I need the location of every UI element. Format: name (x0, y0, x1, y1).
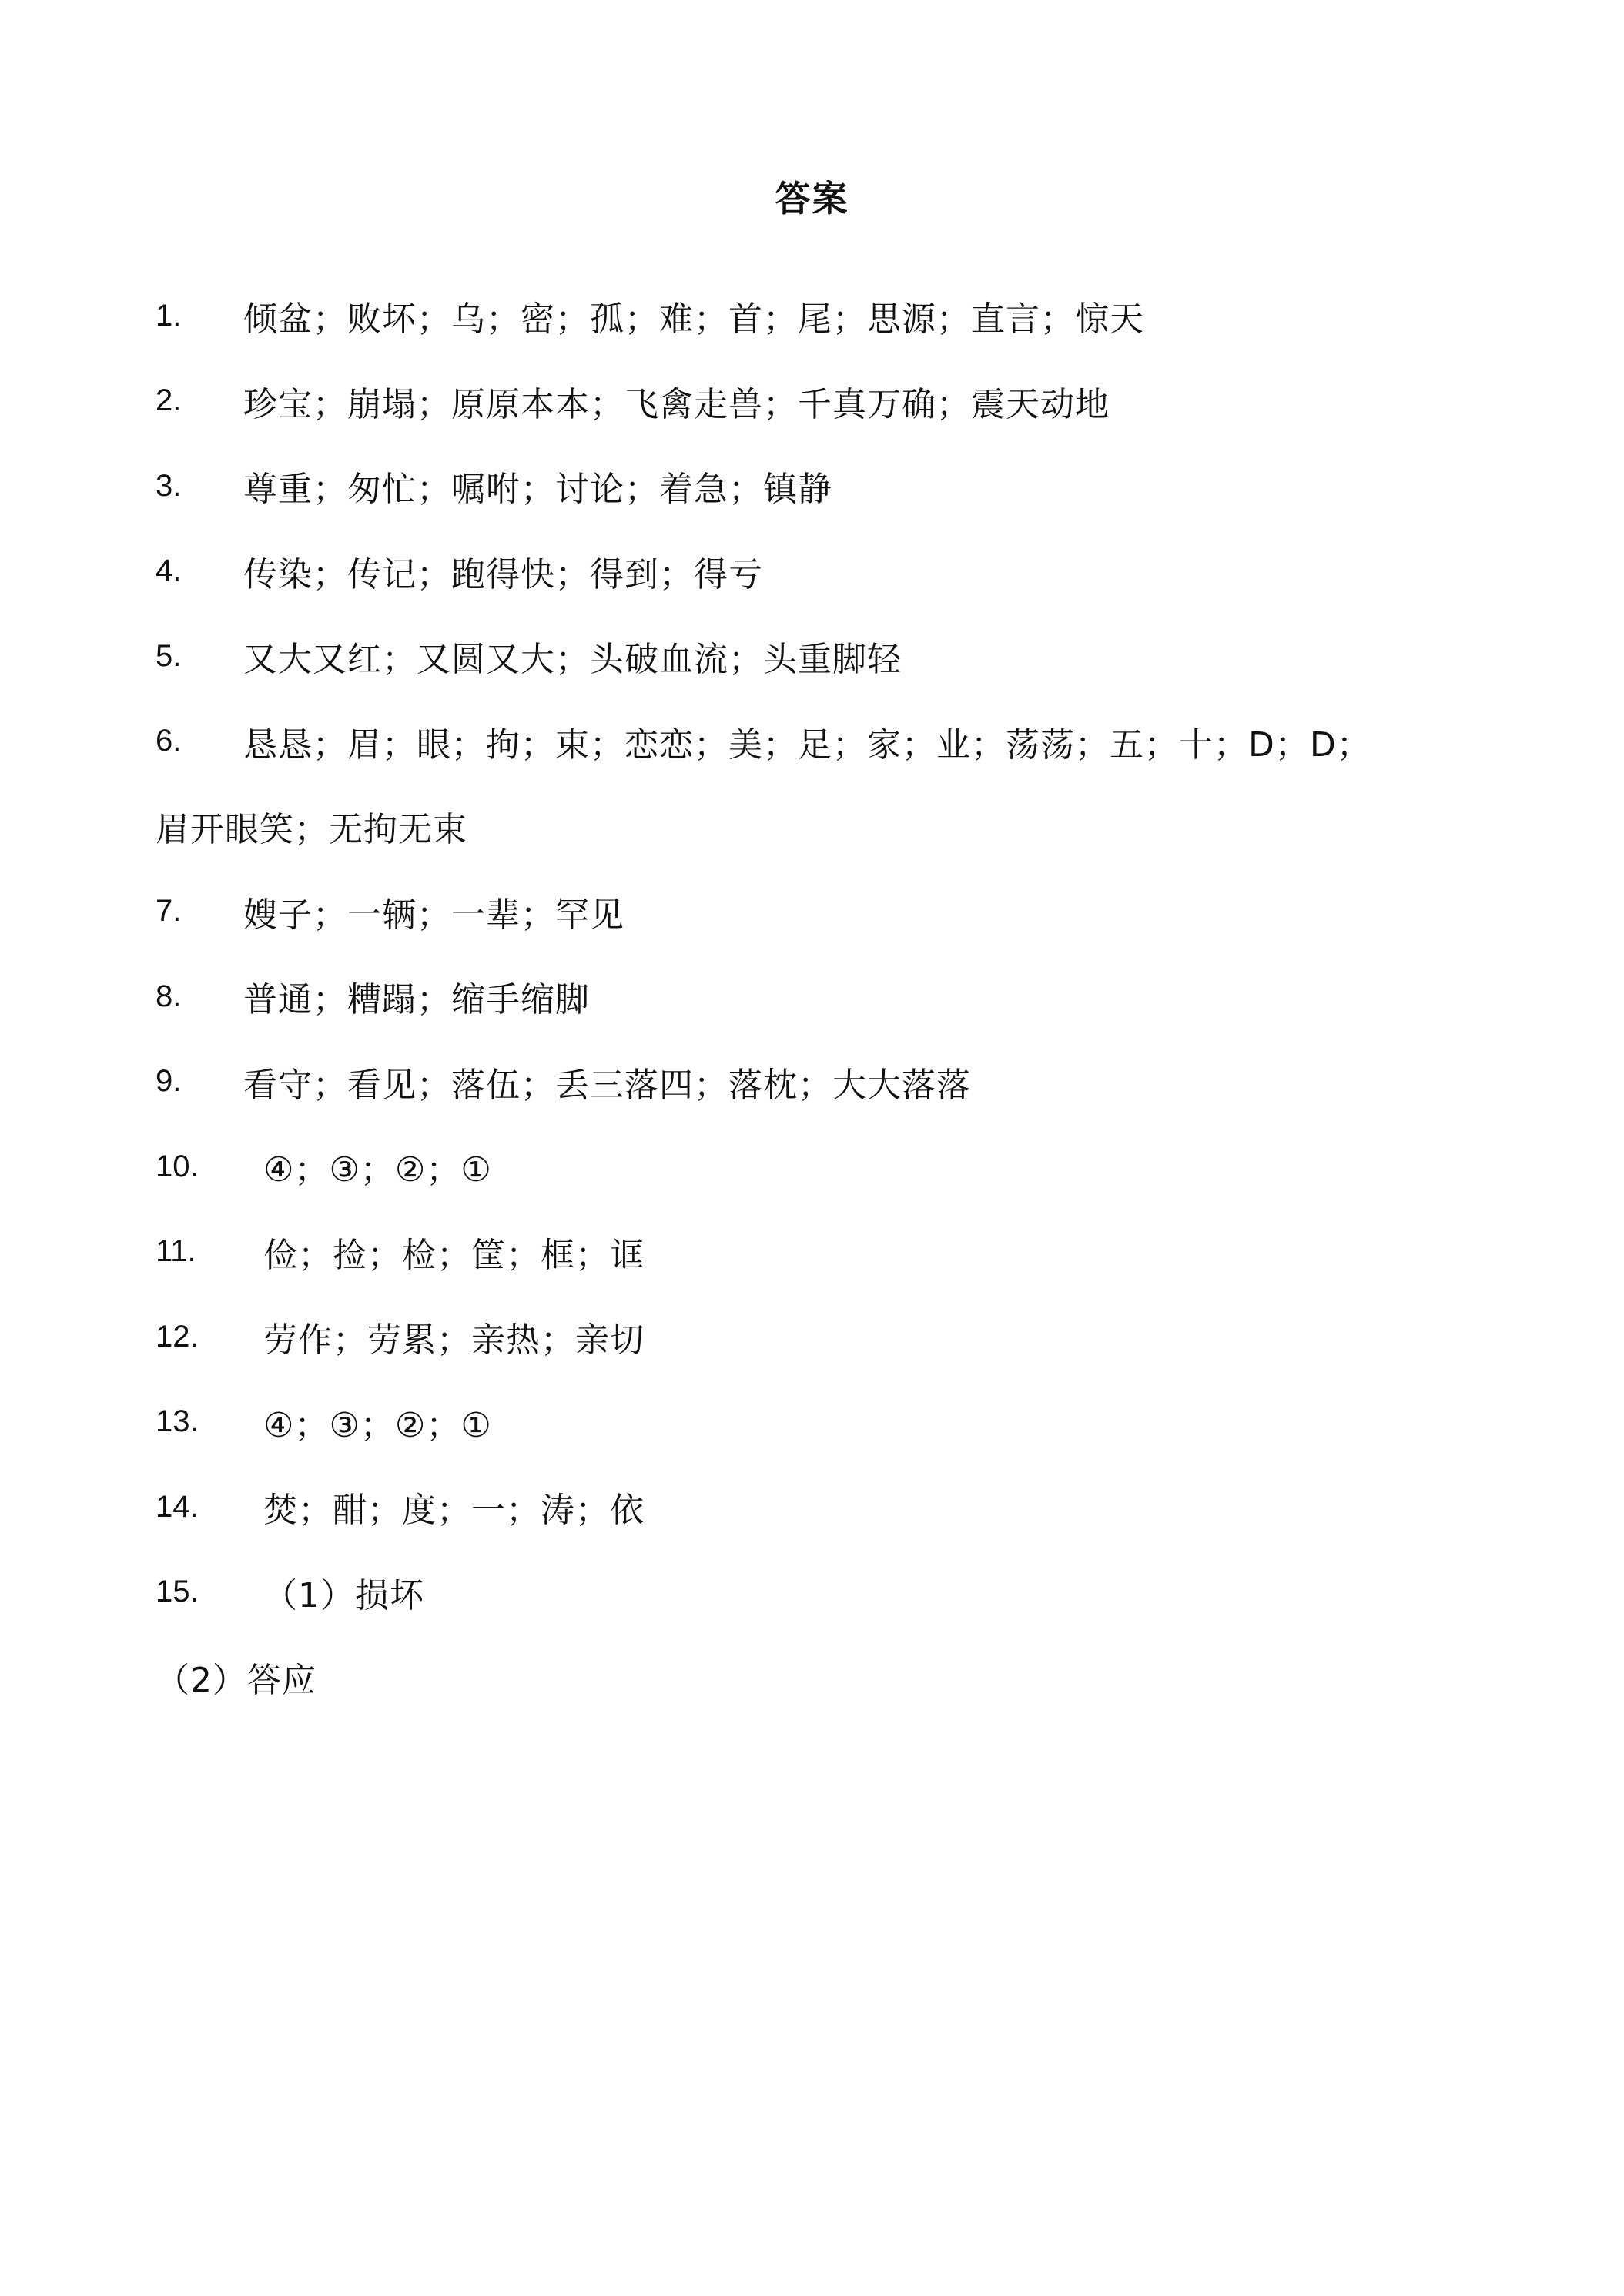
answer-item-9 (156, 1039, 1511, 1125)
item-text: 恳恳；眉；眼；拘；束；恋恋；美；足；家；业；荡荡；五；十；D；D； (243, 725, 1371, 765)
item-number: 3. (156, 468, 182, 503)
answer-item-6 (156, 699, 1511, 785)
answer-item-2 (156, 359, 1511, 444)
item-number: 13. (156, 1404, 199, 1439)
item-number: 9. (156, 1064, 182, 1099)
answer-item-4 (156, 529, 1511, 614)
item-text: ④；③；②；① (263, 1405, 492, 1445)
answer-item-7 (156, 869, 1511, 955)
answer-item-5 (156, 614, 1511, 699)
answer-item-15 (156, 1550, 1511, 1635)
item-text: 劳作；劳累；亲热；亲切 (263, 1320, 645, 1361)
item-number: 15. (156, 1575, 199, 1609)
item-number: 8. (156, 979, 182, 1013)
answer-item-8 (156, 954, 1511, 1039)
item-text: 尊重；匆忙；嘱咐；讨论；着急；镇静 (243, 470, 832, 510)
item-text: 嫂子；一辆；一辈；罕见 (243, 895, 624, 935)
item-text: 焚；酣；度；一；涛；依 (263, 1491, 645, 1531)
item-text: 普通；糟蹋；缩手缩脚 (243, 980, 590, 1020)
item-number: 6. (156, 724, 182, 758)
item-text: 俭；捡；检；筐；框；诓 (263, 1235, 645, 1275)
item-number: 4. (156, 554, 182, 588)
answer-item-1 (156, 273, 1511, 359)
item-number: 11. (156, 1234, 196, 1269)
answer-item-6-continuation (156, 784, 1511, 869)
answer-item-3 (156, 443, 1511, 529)
item-number: 5. (156, 638, 182, 673)
item-text: 传染；传记；跑得快；得到；得亏 (243, 554, 763, 594)
item-text: 珍宝；崩塌；原原本本；飞禽走兽；千真万确；震天动地 (243, 384, 1110, 424)
item-number: 12. (156, 1319, 199, 1354)
answer-item-10 (156, 1124, 1511, 1210)
answer-item-13 (156, 1380, 1511, 1465)
item-text: （1）损坏 (263, 1575, 424, 1615)
item-number: 2. (156, 383, 182, 418)
page-title: 答案 (775, 178, 849, 219)
answer-item-15-part-2 (156, 1635, 1511, 1720)
answer-list (156, 273, 1511, 1720)
item-text: ④；③；②；① (263, 1150, 492, 1190)
item-text: 又大又红；又圆又大；头破血流；头重脚轻 (243, 640, 902, 680)
answer-item-12 (156, 1294, 1511, 1380)
item-number: 10. (156, 1149, 199, 1183)
answer-item-14 (156, 1464, 1511, 1550)
item-number: 7. (156, 894, 182, 929)
item-text: 倾盆；败坏；乌；密；孤；难；首；尾；思源；直言；惊天 (243, 300, 1144, 340)
item-text: 眉开眼笑；无拘无束 (156, 810, 467, 850)
item-number: 1. (156, 298, 182, 333)
item-text: 看守；看见；落伍；丢三落四；落枕；大大落落 (243, 1065, 971, 1105)
answer-item-11 (156, 1210, 1511, 1295)
item-number: 14. (156, 1489, 199, 1524)
item-text: （2）答应 (156, 1661, 316, 1701)
